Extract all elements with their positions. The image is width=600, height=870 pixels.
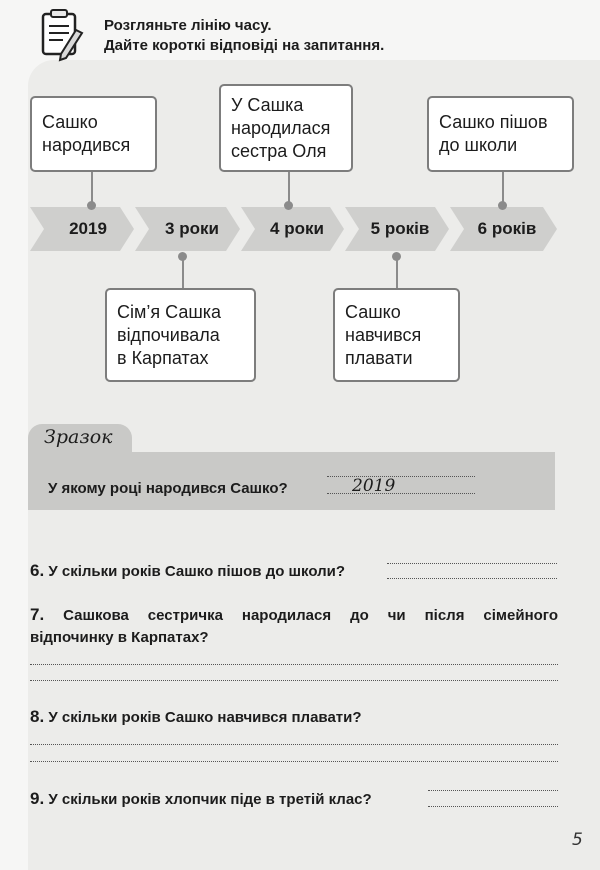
event-birth-line-1: Сашко [42, 112, 98, 132]
question-8-text: У скільки років Сашко навчився плавати? [48, 709, 362, 726]
sample-answer: 2019 [352, 476, 396, 496]
event-carpathians-line-3: в Карпатах [117, 347, 209, 368]
question-6 [30, 560, 345, 583]
question-6-text: У скільки років Сашко пішов до школи? [48, 563, 346, 580]
sample-question: У якому році народився Сашко? [48, 480, 288, 497]
instruction-line-1: Розгляньте лінію часу. [104, 17, 272, 34]
answer-8-line-2[interactable] [30, 761, 558, 762]
event-sister-line-3: сестра Оля [231, 140, 327, 161]
sample-answer-line-2 [327, 493, 475, 494]
connector-dot-school [498, 201, 507, 210]
answer-6-line-2[interactable] [387, 578, 557, 579]
event-carpathians-line-2: відпочивала [117, 324, 220, 345]
event-sister-line-1: У Сашка [231, 94, 304, 115]
question-8-number: 8. [30, 707, 45, 726]
event-school-line-1: Сашко пішов [439, 112, 548, 132]
timeline-label-5: 6 років [477, 219, 537, 238]
event-swimming-line-1: Сашко [345, 301, 401, 322]
event-swimming-line-3: плавати [345, 347, 413, 368]
instruction-line-2: Дайте короткі відповіді на запитання. [104, 37, 385, 54]
timeline-label-1: 2019 [69, 219, 107, 238]
answer-7-line-1[interactable] [30, 664, 558, 665]
answer-6-line-1[interactable] [387, 563, 557, 564]
connector-dot-birth [87, 201, 96, 210]
event-carpathians-line-1: Сім’я Сашка [117, 301, 222, 322]
question-7-number: 7. [30, 605, 45, 624]
event-box-sister [219, 84, 353, 172]
event-swimming-line-2: навчився [345, 324, 422, 345]
answer-8-line-1[interactable] [30, 744, 558, 745]
connector-birth [91, 171, 93, 205]
question-6-number: 6. [30, 561, 45, 580]
question-7-line-2: відпочинку в Карпатах? [30, 629, 209, 646]
event-box-swimming [333, 288, 460, 382]
sample-answer-line-1 [327, 476, 475, 477]
question-7 [30, 604, 558, 649]
event-box-birth [30, 96, 157, 172]
event-box-school [427, 96, 574, 172]
event-sister-line-2: народилася [231, 117, 331, 138]
question-9 [30, 788, 372, 811]
event-box-carpathians [105, 288, 256, 382]
question-9-number: 9. [30, 789, 45, 808]
sample-title: Зразок [44, 426, 113, 448]
timeline-label-3: 4 роки [270, 219, 324, 238]
connector-dot-carpathians [178, 252, 187, 261]
page-number: 5 [572, 830, 583, 850]
connector-dot-sister [284, 201, 293, 210]
question-7-line-1: Сашкова сестричка народилася до чи після сімейного [63, 607, 558, 624]
event-birth-line-2: народився [42, 135, 131, 155]
question-9-text: У скільки років хлопчик піде в третій клас? [48, 791, 372, 808]
timeline-label-2: 3 роки [165, 219, 219, 238]
connector-sister [288, 171, 290, 205]
connector-dot-swimming [392, 252, 401, 261]
answer-7-line-2[interactable] [30, 680, 558, 681]
answer-9-line-2[interactable] [428, 806, 558, 807]
timeline-label-4: 5 років [370, 219, 430, 238]
event-school-line-2: до школи [439, 135, 518, 155]
connector-school [502, 171, 504, 205]
answer-9-line-1[interactable] [428, 790, 558, 791]
question-8 [30, 706, 362, 729]
